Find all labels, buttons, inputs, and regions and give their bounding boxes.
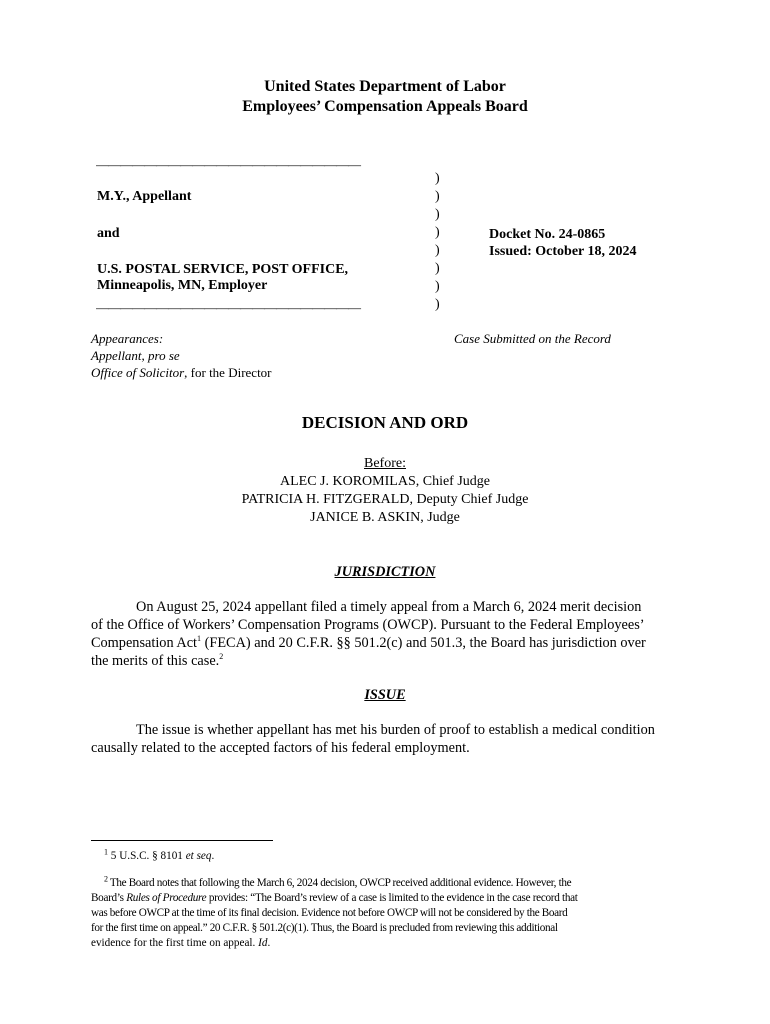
footnote-2-line1 bbox=[104, 876, 571, 891]
docket-number: Docket No. 24-0865 bbox=[489, 227, 606, 242]
rules-of-procedure: Rules of Procedure bbox=[126, 892, 207, 904]
jurisdiction-line2: of the Office of Workers’ Compensation Programs (OWCP). Pursuant to the Federal Employees’ bbox=[91, 617, 645, 633]
id-citation: Id bbox=[258, 937, 268, 949]
appearance-solicitor bbox=[91, 364, 272, 381]
footnote-2-line5-end: . bbox=[267, 937, 271, 949]
footnote-2-line2 bbox=[91, 891, 578, 906]
footnote-2-line4: for the first time on appeal.” 20 C.F.R. § 501.2(c)(1). Thus, the Board is precluded from reviewing this additional bbox=[91, 922, 558, 934]
footnote-2-line2-start: Board’s bbox=[91, 892, 127, 904]
footnote-2-line1-text: The Board notes that following the March 6, 2024 decision, OWCP received additional evidence. However, the bbox=[109, 877, 572, 889]
footnote-2-line5-start: evidence for the first time on appeal. bbox=[91, 937, 259, 949]
jurisdiction-line1: On August 25, 2024 appellant filed a timely appeal from a March 6, 2024 merit decision bbox=[136, 599, 642, 615]
judge-deputy-chief: PATRICIA H. FITZGERALD, Deputy Chief Judge bbox=[241, 492, 529, 507]
appellant-name: M.Y., Appellant bbox=[97, 189, 192, 204]
merits-text: the merits of this case. bbox=[91, 653, 220, 669]
issued-date: Issued: October 18, 2024 bbox=[489, 244, 637, 259]
caption-paren: ) bbox=[435, 171, 440, 186]
caption-paren: ) bbox=[435, 243, 440, 258]
judge-chief: ALEC J. KOROMILAS, Chief Judge bbox=[280, 474, 490, 489]
caption-paren: ) bbox=[435, 189, 440, 204]
appearance-appellant: Appellant, pro se bbox=[91, 348, 180, 363]
caption-and: and bbox=[97, 226, 120, 241]
caption-paren: ) bbox=[435, 225, 440, 240]
footnote-1-text: 5 U.S.C. § 8101 bbox=[110, 850, 186, 862]
before-heading: Before: bbox=[364, 456, 406, 471]
agency-title: United States Department of Labor bbox=[264, 78, 506, 95]
judge-associate: JANICE B. ASKIN, Judge bbox=[310, 510, 460, 525]
footnote-2-number: 2 bbox=[104, 874, 108, 884]
appearances-heading: Appearances: bbox=[91, 331, 164, 346]
jurisdiction-line3 bbox=[91, 634, 646, 652]
issue-line1: The issue is whether appellant has met his burden of proof to establish a medical condition bbox=[136, 722, 655, 738]
issue-heading: ISSUE bbox=[364, 687, 406, 703]
board-title: Employees’ Compensation Appeals Board bbox=[242, 98, 528, 115]
footnote-separator bbox=[91, 840, 273, 841]
footnote-1-number: 1 bbox=[104, 847, 108, 857]
feca-text: Compensation Act bbox=[91, 635, 198, 651]
solicitor-office: Office of Solicitor bbox=[91, 365, 185, 380]
footnote-ref-2[interactable]: 2 bbox=[219, 652, 224, 662]
caption-bottom-rule: —————————————————————— bbox=[96, 300, 360, 315]
solicitor-role: , for the Director bbox=[184, 365, 272, 380]
footnote-2-line3: was before OWCP at the time of its final decision. Evidence not before OWCP will not be considered by the Board bbox=[91, 907, 568, 919]
employer-line2: Minneapolis, MN, Employer bbox=[97, 278, 268, 293]
footnote-1 bbox=[104, 849, 214, 864]
caption-paren: ) bbox=[435, 297, 440, 312]
footnote-ref-1[interactable]: 1 bbox=[197, 634, 202, 644]
decision-title: DECISION AND ORD bbox=[301, 413, 469, 432]
footnote-1-end: . bbox=[211, 850, 215, 862]
jurisdiction-line3-rest: (FECA) and 20 C.F.R. §§ 501.2(c) and 501.3, the Board has jurisdiction over bbox=[201, 635, 646, 651]
caption-paren: ) bbox=[435, 261, 440, 276]
caption-paren: ) bbox=[435, 279, 440, 294]
caption-paren: ) bbox=[435, 207, 440, 222]
case-submitted: Case Submitted on the Record bbox=[454, 331, 611, 346]
jurisdiction-heading: JURISDICTION bbox=[334, 564, 436, 580]
footnote-1-italic: et seq bbox=[185, 850, 212, 862]
caption-top-rule: —————————————————————— bbox=[96, 157, 360, 172]
footnote-2-line5 bbox=[91, 936, 270, 951]
issue-line2: causally related to the accepted factors of his federal employment. bbox=[91, 740, 470, 756]
footnote-2-line2-rest: provides: “The Board’s review of a case is limited to the evidence in the case record that bbox=[206, 892, 578, 904]
employer-line1: U.S. POSTAL SERVICE, POST OFFICE, bbox=[97, 262, 349, 277]
jurisdiction-line4 bbox=[91, 652, 223, 670]
